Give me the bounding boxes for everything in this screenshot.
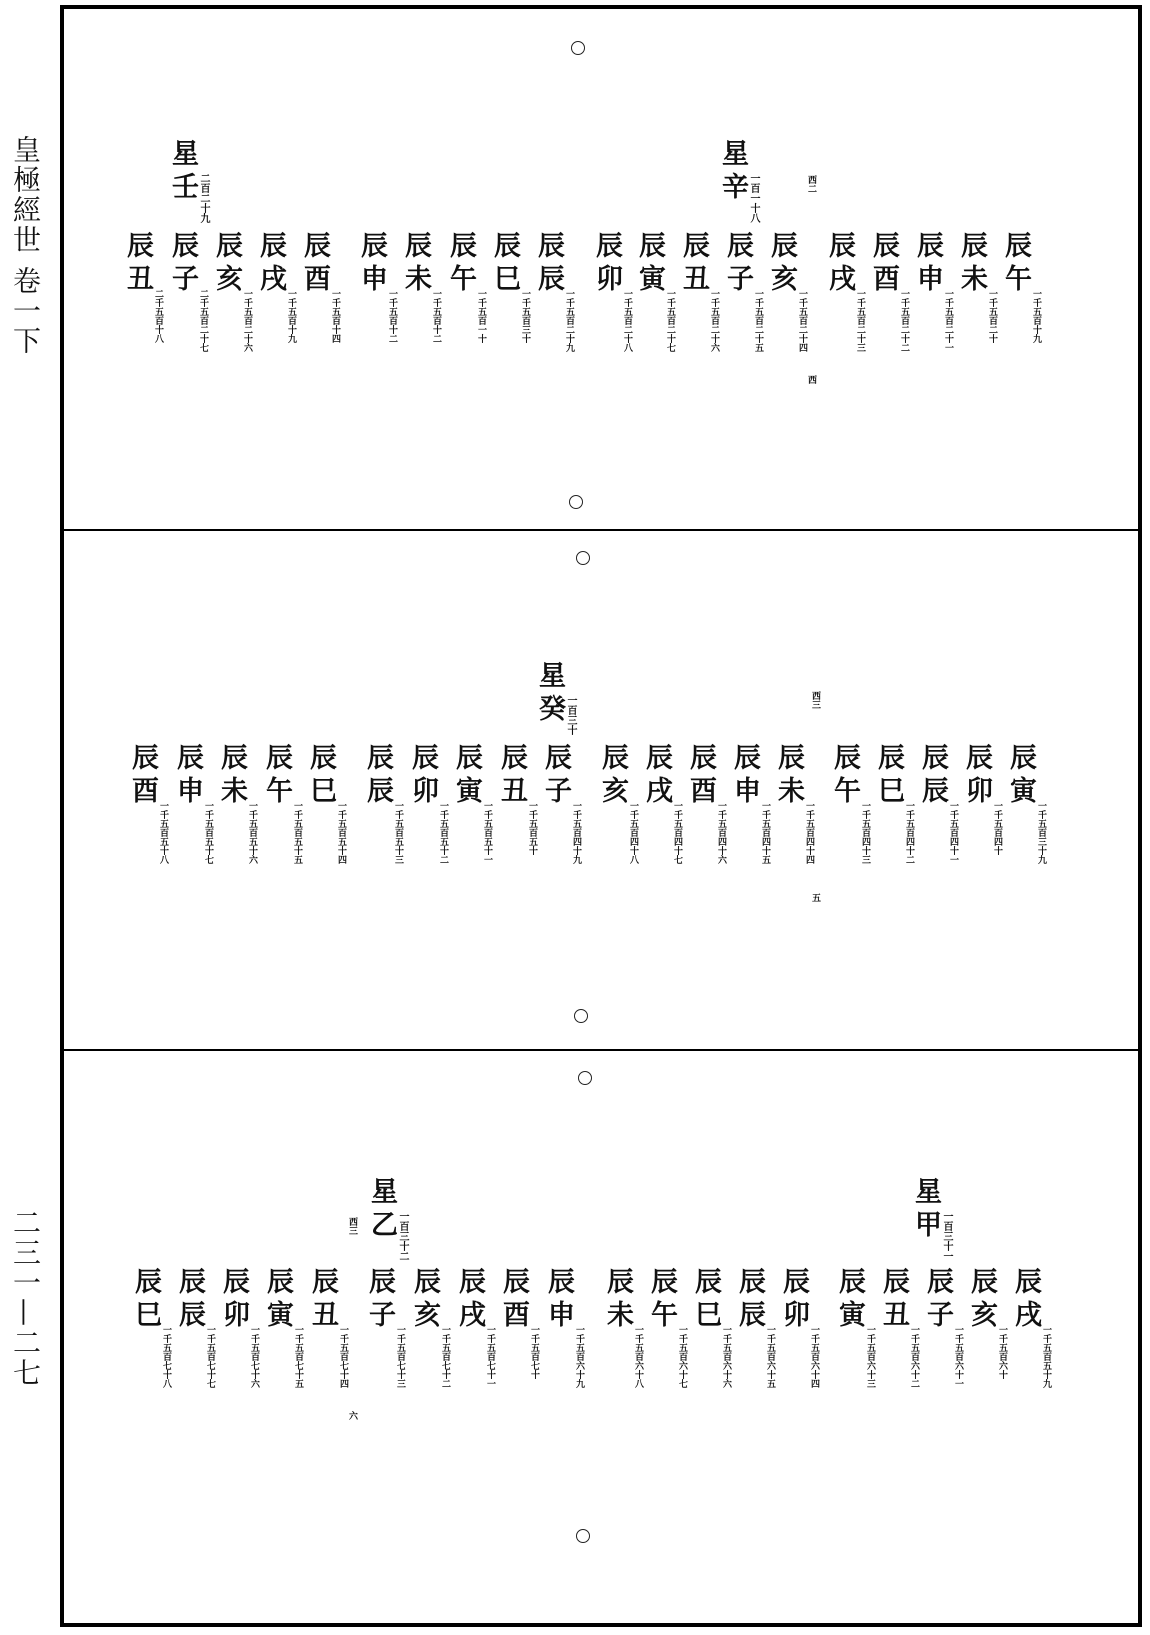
chen-number: 一千五百六十 <box>997 1325 1007 1379</box>
chen-number: 一千五百四十五 <box>760 801 770 864</box>
chen-column <box>130 1267 171 1388</box>
chen-number: 二千五百十八 <box>153 289 163 343</box>
chen-number: 一千五百三十九 <box>1036 801 1046 864</box>
chen-number: 一千五百二十 <box>987 289 997 343</box>
chen-label: 辰午 <box>646 1267 677 1333</box>
margin-mark: 六 <box>347 1411 357 1420</box>
chen-number: 一千五百四十 <box>992 801 1002 855</box>
chen-number: 一千五百四十一 <box>948 801 958 864</box>
chen-label: 辰辰 <box>362 743 393 809</box>
chen-label: 辰亥 <box>409 1267 440 1333</box>
chen-number: 一千五百十九 <box>286 289 296 343</box>
chen-number: 一千五百三十 <box>520 289 530 343</box>
chen-label: 辰辰 <box>917 743 948 809</box>
chen-label: 辰未 <box>773 743 804 809</box>
chen-label: 辰丑 <box>496 743 527 809</box>
chen-label: 辰未 <box>216 743 247 809</box>
panel-2 <box>64 531 1138 1049</box>
chen-column <box>1005 743 1046 864</box>
margin-mark: 五 <box>810 893 820 902</box>
binding-hole-top <box>571 41 585 55</box>
chen-label: 辰巳 <box>690 1267 721 1333</box>
chen-label: 辰申 <box>172 743 203 809</box>
star-label: 星辛 <box>717 139 748 205</box>
chen-column <box>722 231 763 352</box>
chen-number: 一千五百五十二 <box>438 801 448 864</box>
chen-column <box>1000 231 1041 343</box>
chen-number: 一千五百五十五 <box>292 801 302 864</box>
binding-hole-top <box>576 551 590 565</box>
chen-number: 一千五百二十九 <box>564 289 574 352</box>
chen-number: 一千五百十四 <box>330 289 340 343</box>
chen-column <box>255 231 296 343</box>
chen-column <box>167 231 208 352</box>
chen-label: 辰丑 <box>678 231 709 297</box>
chen-number: 一千五百六十六 <box>721 1325 731 1388</box>
chen-label: 辰未 <box>956 231 987 297</box>
chen-column <box>127 743 168 864</box>
chen-label: 辰未 <box>400 231 431 297</box>
star-label: 星癸 <box>534 661 565 727</box>
chen-label: 辰卯 <box>407 743 438 809</box>
chen-number: 一千五百二十八 <box>622 289 632 352</box>
chen-label: 辰申 <box>356 231 387 297</box>
chen-column <box>734 1267 775 1388</box>
chen-column <box>646 1267 687 1388</box>
chen-label: 辰酉 <box>868 231 899 297</box>
chen-number: 一千五百二十六 <box>709 289 719 352</box>
chen-column <box>211 231 252 352</box>
chen-number: 一千五百二十一 <box>943 289 953 352</box>
chen-column <box>218 1267 259 1388</box>
chen-column <box>591 231 632 352</box>
star-number: 二百二十九 <box>198 173 209 223</box>
chen-label: 辰巳 <box>489 231 520 297</box>
chen-label: 辰丑 <box>878 1267 909 1333</box>
chen-label: 辰巳 <box>130 1267 161 1333</box>
chen-label: 辰卯 <box>778 1267 809 1333</box>
star-column <box>167 139 209 223</box>
chen-label: 辰子 <box>540 743 571 809</box>
chen-number: 一千五百四十七 <box>672 801 682 864</box>
star-number: 一百一十八 <box>748 173 759 223</box>
chen-label: 辰申 <box>543 1267 574 1333</box>
chen-column <box>261 743 302 864</box>
chen-number: 一千五百四十三 <box>860 801 870 864</box>
star-column <box>717 139 759 223</box>
star-label: 星壬 <box>167 139 198 205</box>
chen-column <box>1010 1267 1051 1388</box>
chen-column <box>912 231 953 352</box>
chen-number: 一千五百七十七 <box>205 1325 215 1388</box>
chen-column <box>690 1267 731 1388</box>
chen-number: 一千五百五十九 <box>1041 1325 1051 1388</box>
chen-number: 一千五百七十二 <box>440 1325 450 1388</box>
chen-number: 一千五百四十四 <box>804 801 814 864</box>
chen-label: 辰未 <box>602 1267 633 1333</box>
chen-number: 一千五百十二 <box>431 289 441 343</box>
chen-column <box>878 1267 919 1388</box>
chen-label: 辰戌 <box>641 743 672 809</box>
chen-number: 一千五百五十七 <box>203 801 213 864</box>
chen-column <box>602 1267 643 1388</box>
chen-number: 一千五百二十二 <box>899 289 909 352</box>
chen-column <box>868 231 909 352</box>
star-label: 星乙 <box>366 1177 397 1243</box>
chen-column <box>966 1267 1007 1379</box>
chen-label: 辰申 <box>912 231 943 297</box>
chen-label: 辰午 <box>829 743 860 809</box>
chen-column <box>829 743 870 864</box>
chen-label: 辰卯 <box>961 743 992 809</box>
chen-label: 辰戌 <box>1010 1267 1041 1333</box>
chen-number: 一千五百十二 <box>387 289 397 343</box>
chen-column <box>174 1267 215 1388</box>
chen-number: 一千五百二十四 <box>797 289 807 352</box>
chen-column <box>533 231 574 352</box>
chen-column <box>685 743 726 864</box>
chen-label: 辰巳 <box>873 743 904 809</box>
chen-number: 一千五百五十三 <box>393 801 403 864</box>
chen-label: 辰寅 <box>834 1267 865 1333</box>
binding-hole-bottom <box>569 495 583 509</box>
chen-number: 一千五百六十一 <box>953 1325 963 1388</box>
chen-number: 一千五百五十一 <box>482 801 492 864</box>
chen-label: 辰申 <box>729 743 760 809</box>
binding-hole-top <box>578 1071 592 1085</box>
chen-column <box>634 231 675 352</box>
binding-hole-bottom <box>574 1009 588 1023</box>
chen-label: 辰午 <box>445 231 476 297</box>
chen-number: 一千五百六十七 <box>677 1325 687 1388</box>
chen-label: 辰酉 <box>498 1267 529 1333</box>
chen-label: 辰寅 <box>634 231 665 297</box>
chen-number: 一千五百七十六 <box>249 1325 259 1388</box>
chen-label: 辰戌 <box>255 231 286 297</box>
chen-number: 一千五百七十三 <box>395 1325 405 1388</box>
chen-label: 辰戌 <box>454 1267 485 1333</box>
chen-number: 二千五百二十七 <box>198 289 208 352</box>
star-column <box>534 661 576 735</box>
chen-column <box>956 231 997 343</box>
chen-column <box>400 231 441 343</box>
chen-column <box>824 231 865 352</box>
chen-column <box>922 1267 963 1388</box>
chen-column <box>445 231 486 343</box>
chen-label: 辰寅 <box>451 743 482 809</box>
chen-column <box>543 1267 584 1388</box>
margin-page-number: 二三一—二七 <box>9 1208 42 1388</box>
margin-mark: 西三 <box>347 1217 357 1235</box>
chen-number: 一千五百二十六 <box>242 289 252 352</box>
chen-number: 一千五百五十八 <box>158 801 168 864</box>
chen-number: 一千五百一十 <box>476 289 486 343</box>
star-number: 一百三十二 <box>397 1211 408 1261</box>
chen-label: 辰午 <box>1000 231 1031 297</box>
star-column <box>910 1177 952 1261</box>
chen-label: 辰丑 <box>122 231 153 297</box>
chen-column <box>451 743 492 864</box>
chen-column <box>961 743 1002 855</box>
star-label: 星甲 <box>910 1177 941 1243</box>
chen-column <box>409 1267 450 1388</box>
chen-column <box>873 743 914 864</box>
chen-number: 一千五百六十八 <box>633 1325 643 1388</box>
chen-number: 一千五百二十五 <box>753 289 763 352</box>
margin-book-title: 皇極經世 卷一下 <box>9 135 42 356</box>
chen-column <box>307 1267 348 1388</box>
chen-label: 辰子 <box>922 1267 953 1333</box>
chen-label: 辰辰 <box>174 1267 205 1333</box>
panel-1 <box>64 9 1138 529</box>
chen-label: 辰亥 <box>597 743 628 809</box>
chen-column <box>917 743 958 864</box>
chen-number: 一千五百六十二 <box>909 1325 919 1388</box>
chen-label: 辰巳 <box>305 743 336 809</box>
chen-label: 辰寅 <box>1005 743 1036 809</box>
chen-number: 一千五百二十三 <box>855 289 865 352</box>
chen-number: 一千五百七十八 <box>161 1325 171 1388</box>
chen-number: 一千五百七十五 <box>293 1325 303 1388</box>
chen-column <box>496 743 537 855</box>
panel-3 <box>64 1051 1138 1623</box>
binding-hole-bottom <box>576 1529 590 1543</box>
chen-label: 辰丑 <box>307 1267 338 1333</box>
chen-number: 一千五百七十 <box>529 1325 539 1379</box>
chen-number: 一千五百六十五 <box>765 1325 775 1388</box>
chen-label: 辰酉 <box>127 743 158 809</box>
chen-label: 辰子 <box>167 231 198 297</box>
chen-number: 一千五百六十九 <box>574 1325 584 1388</box>
chen-label: 辰卯 <box>218 1267 249 1333</box>
chen-column <box>540 743 581 864</box>
chen-number: 一千五百六十四 <box>809 1325 819 1388</box>
chen-number: 一千五百二十七 <box>665 289 675 352</box>
chen-number: 一千五百五十 <box>527 801 537 855</box>
chen-column <box>834 1267 875 1388</box>
margin-mark: 西 <box>806 375 816 384</box>
chen-number: 一千五百四十九 <box>571 801 581 864</box>
chen-number: 一千五百五十六 <box>247 801 257 864</box>
chen-column <box>597 743 638 864</box>
chen-number: 一千五百四十二 <box>904 801 914 864</box>
chen-number: 一千五百十九 <box>1031 289 1041 343</box>
chen-column <box>489 231 530 343</box>
page-frame <box>60 5 1142 1627</box>
margin-mark: 西二 <box>806 175 816 193</box>
chen-column <box>678 231 719 352</box>
chen-number: 一千五百七十四 <box>338 1325 348 1388</box>
chen-column <box>641 743 682 864</box>
chen-label: 辰辰 <box>734 1267 765 1333</box>
chen-label: 辰午 <box>261 743 292 809</box>
star-number: 一百三十一 <box>941 1211 952 1261</box>
chen-column <box>299 231 340 343</box>
chen-column <box>778 1267 819 1388</box>
chen-label: 辰卯 <box>591 231 622 297</box>
chen-number: 一千五百四十八 <box>628 801 638 864</box>
chen-column <box>454 1267 495 1388</box>
chen-number: 一千五百五十四 <box>336 801 346 864</box>
chen-label: 辰亥 <box>766 231 797 297</box>
chen-number: 一千五百四十六 <box>716 801 726 864</box>
chen-column <box>766 231 807 352</box>
chen-column <box>773 743 814 864</box>
star-number: 一百三十 <box>565 695 576 735</box>
chen-column <box>262 1267 303 1388</box>
chen-column <box>305 743 346 864</box>
chen-label: 辰亥 <box>211 231 242 297</box>
chen-column <box>498 1267 539 1379</box>
chen-column <box>729 743 770 864</box>
chen-number: 一千五百六十三 <box>865 1325 875 1388</box>
chen-column <box>407 743 448 864</box>
chen-number: 一千五百七十一 <box>485 1325 495 1388</box>
chen-label: 辰酉 <box>685 743 716 809</box>
chen-column <box>216 743 257 864</box>
chen-label: 辰戌 <box>824 231 855 297</box>
chen-column <box>364 1267 405 1388</box>
chen-column <box>356 231 397 343</box>
chen-column <box>172 743 213 864</box>
chen-column <box>122 231 163 343</box>
star-column <box>366 1177 408 1261</box>
chen-label: 辰辰 <box>533 231 564 297</box>
chen-label: 辰亥 <box>966 1267 997 1333</box>
chen-label: 辰子 <box>364 1267 395 1333</box>
chen-label: 辰子 <box>722 231 753 297</box>
chen-label: 辰寅 <box>262 1267 293 1333</box>
margin-mark: 西三 <box>810 691 820 709</box>
chen-label: 辰酉 <box>299 231 330 297</box>
chen-column <box>362 743 403 864</box>
